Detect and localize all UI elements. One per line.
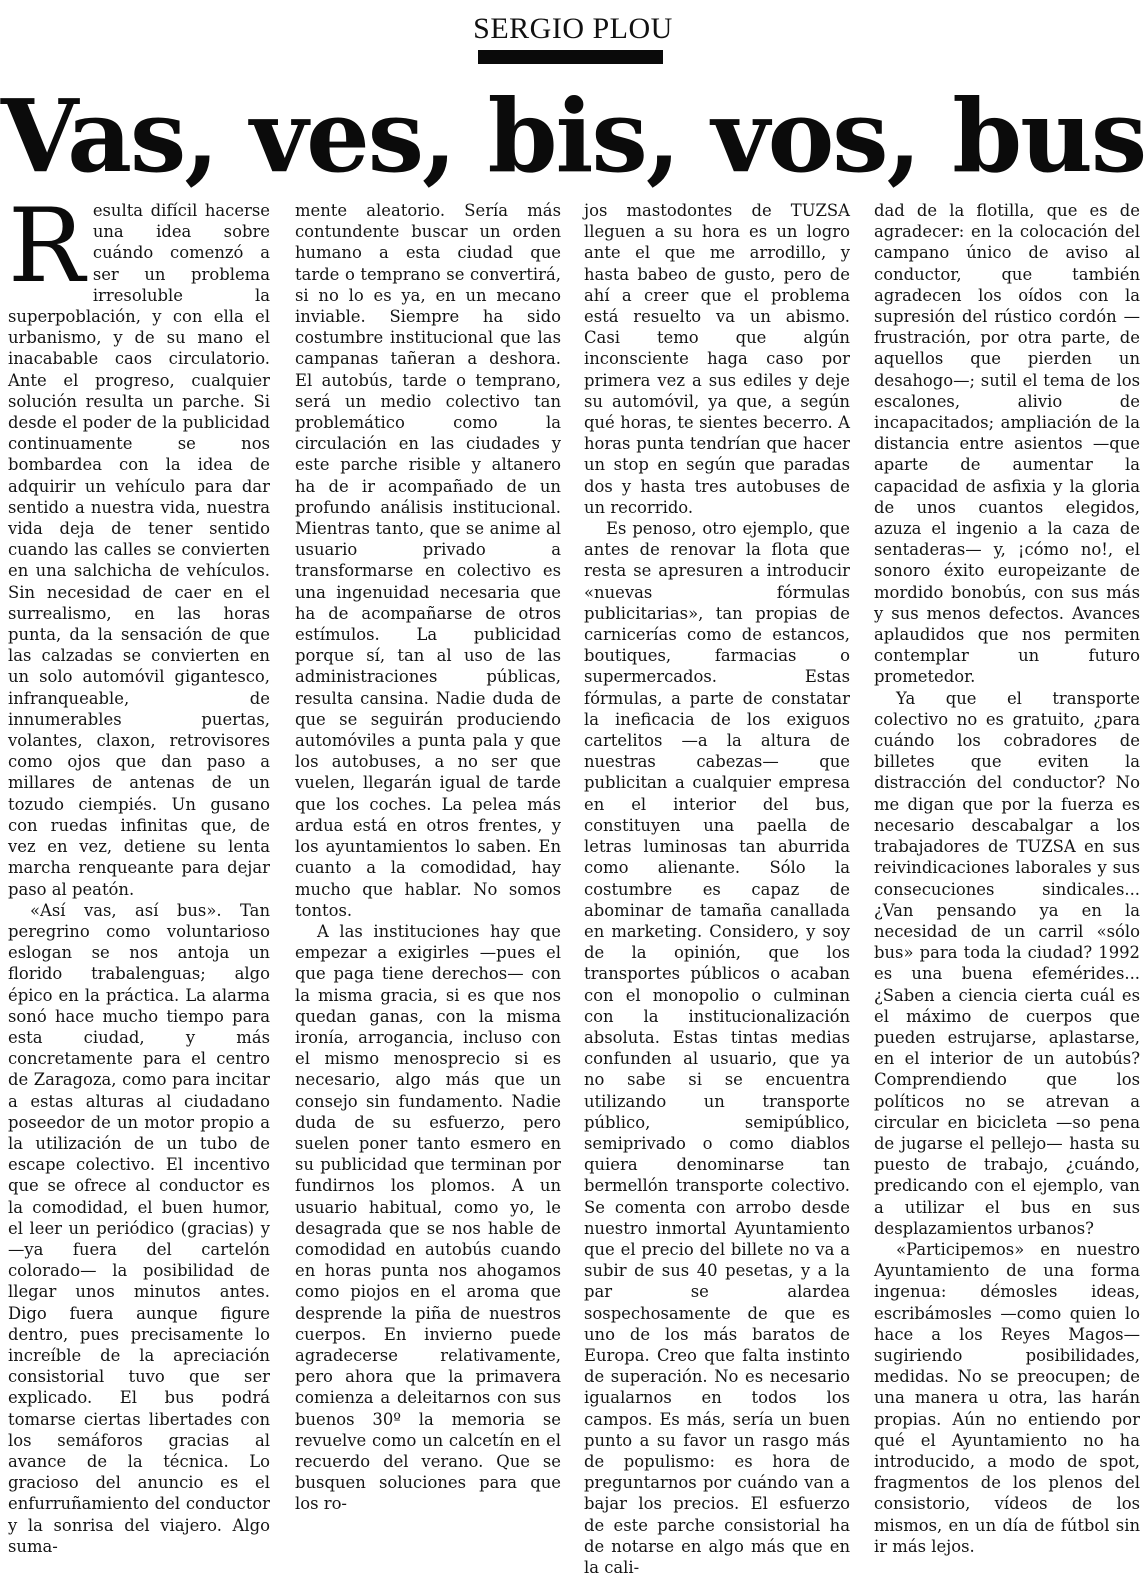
article-column-4 bbox=[874, 200, 1140, 1556]
byline-rule bbox=[478, 50, 663, 64]
paragraph: mente aleatorio. Sería más contundente buscar un orden humano a esta ciudad que tarde o temprano se convertirá, si no lo es ya, en un mecano inviable. Siempre ha sido costumbre institucional que las campanas tañeran a deshora. El autobús, tarde o temprano, será un medio colectivo tan problemático como la circulación en las ciudades y este parche risible y altanero ha de ir acompañado de un profundo análisis institucional. Mientras tanto, que se anime al usuario privado a transformarse en colectivo es una ingenuidad necesaria que ha de acompañarse de otros estímulos. La publicidad porque sí, tan al uso de las administraciones públicas, resulta cansina. Nadie duda de que se seguirán produciendo automóviles a punta pala y que los autobuses, a no ser que vuelen, llegarán igual de tarde que los coches. La pelea más ardua está en otros frentes, y los ayuntamientos lo saben. En cuanto a la comodidad, hay mucho que hablar. No somos tontos. bbox=[295, 201, 561, 920]
paragraph: «Así vas, así bus». Tan peregrino como voluntarioso eslogan se nos antoja un florido trabalenguas; algo épico en la práctica. La alarma sonó hace mucho tiempo para esta ciudad, y más concretamente para el centro de Zaragoza, como para incitar a estas alturas al ciudadano poseedor de un motor propio a la utilización de un tubo de escape colectivo. El incentivo que se ofrece al conductor es la comodidad, el buen humor, el leer un periódico (gracias) y —ya fuera del cartelón colorado— la posibilidad de llegar unos minutos antes. Digo fuera aunque figure dentro, pues precisamente lo increíble de la apreciación consistorial tuvo que ser explicado. El bus podrá tomarse ciertas libertades con los semáforos gracias al avance de la técnica. Lo gracioso del anuncio es el enfurruñamiento del conductor y la sonrisa del viajero. Algo suma- bbox=[8, 900, 270, 1556]
article-column-1 bbox=[8, 187, 270, 1556]
paragraph: jos mastodontes de TUZSA lleguen a su hora es un logro ante el que me arrodillo, y hasta babeo de gusto, pero de ahí a creer que el problema está resuelto va un abismo. Casi temo que algún inconsciente haga caso por primera vez a sus ediles y deje su automóvil, ya que, a según qué horas, te sientes becerro. A horas punta tendrían que hacer un stop en según que paradas dos y hasta tres autobuses de un recorrido. bbox=[584, 201, 850, 517]
drop-cap: R bbox=[8, 187, 85, 306]
article-column-2 bbox=[295, 200, 561, 1514]
paragraph: «Participemos» en nuestro Ayuntamiento de una forma ingenua: démosles ideas, escribámosles —como quien lo hace a los Reyes Magos— sugiriendo posibilidades, medidas. No se preocupen; de una manera u otra, las harán propias. Aún no entiendo por qué el Ayuntamiento no ha introducido, a modo de spot, fragmentos de los plenos del consistorio, vídeos de los mismos, en un día de fútbol sin ir más lejos. bbox=[874, 1239, 1140, 1556]
paragraph: Ya que el transporte colectivo no es gratuito, ¿para cuándo los cobradores de billetes que eviten la distracción del conductor? No me digan que por la fuerza es necesario descabalgar a los trabajadores de TUZSA en sus reivindicaciones laborales y sus consecuciones sindicales... ¿Van pensando ya en la necesidad de un carril «sólo bus» para toda la ciudad? 1992 es una buena efemérides... ¿Saben a ciencia cierta cuál es el máximo de cuerpos que pueden estrujarse, aplastarse, en el interior de un autobús? Comprendiendo que los políticos no se atrevan a circular en bicicleta —so pena de jugarse el pellejo— hasta su puesto de trabajo, ¿cuándo, predicando con el ejemplo, van a utilizar el bus en sus desplazamientos urbanos? bbox=[874, 688, 1140, 1238]
headline: Vas, ves, bis, vos, bus bbox=[0, 77, 1146, 195]
article-column-3 bbox=[584, 200, 850, 1577]
byline: SERGIO PLOU bbox=[473, 12, 673, 45]
paragraph: A las instituciones hay que empezar a exigirles —pues el que paga tiene derechos— con la misma gracia, si es que nos quedan ganas, con la misma ironía, arrogancia, incluso con el mismo menosprecio si es necesario, algo más que un consejo sin fundamento. Nadie duda de su esfuerzo, pero suelen poner tanto esmero en su publicidad que terminan por fundirnos los plomos. A un usuario habitual, como yo, le desagrada que se nos hable de comodidad en autobús cuando en horas punta nos ahogamos como piojos en el aroma que desprende la piña de nuestros cuerpos. En invierno puede agradecerse relativamente, pero ahora que la primavera comienza a deleitarnos con sus buenos 30º la memoria se revuelve como un calcetín en el recuerdo del verano. Que se busquen soluciones para que los ro- bbox=[295, 921, 561, 1514]
paragraph-text: esulta difícil hacerse una idea sobre cuándo comenzó a ser un problema irresoluble la superpoblación, y con ella el urbanismo, y de su mano el inacabable caos circulatorio. Ante el progreso, cualquier solución resulta un parche. Si desde el poder de la publicidad continuamente se nos bombardea con la idea de adquirir un vehículo para dar sentido a nuestra vida, nuestra vida deja de tener sentido cuando las calles se convierten en una salchicha de vehículos. Sin necesidad de caer en el surrealismo, en las horas punta, da la sensación de que las calzadas se convierten en un solo automóvil gigantesco, infranqueable, de innumerables puertas, volantes, claxon, retrovisores como ojos que dan paso a millares de antenas de un tozudo ciempiés. Un gusano con ruedas infinitas que, de vez en vez, detiene su lenta marcha renqueante para dejar paso al peatón. bbox=[8, 201, 270, 899]
paragraph: dad de la flotilla, que es de agradecer: en la colocación del campano único de aviso al conductor, que también agradecen los oídos con la supresión del rústico cordón —frustración, por otra parte, de aquellos que pierden un desahogo—; sutil el tema de los escalones, alivio de incapacitados; ampliación de la distancia entre asientos —que aparte de aumentar la capacidad de asfixia y la gloria de unos cuantos elegidos, azuza el ingenio a la caza de sentaderas— y, ¡cómo no!, el sonoro éxito europeizante de mordido bonobús, con sus más y sus menos defectos. Avances aplaudidos que nos permiten contemplar un futuro prometedor. bbox=[874, 201, 1140, 687]
paragraph bbox=[8, 187, 270, 900]
paragraph: Es penoso, otro ejemplo, que antes de renovar la flota que resta se apresuren a introducir «nuevas fórmulas publicitarias», tan propias de carnicerías como de estancos, boutiques, farmacias o supermercados. Estas fórmulas, a parte de constatar la ineficacia de los exiguos cartelitos —a la altura de nuestras cabezas— que publicitan a cualquier empresa en el interior del bus, constituyen una paella de letras luminosas tan aburrida como alienante. Sólo la costumbre es capaz de abominar de tamaña canallada en marketing. Considero, y soy de la opinión, que los transportes públicos o acaban con el monopolio o culminan con la institucionalización absoluta. Estas tintas medias confunden al usuario, que ya no sabe si se encuentra utilizando un transporte público, semipúblico, semiprivado o como diablos quiera denominarse tan bermellón transporte colectivo. Se comenta con arrobo desde nuestro inmortal Ayuntamiento que el precio del billete no va a subir de sus 40 pesetas, y a la par se alardea sospechosamente de que es uno de los más baratos de Europa. Creo que falta instinto de superación. No es necesario igualarnos en todos los campos. Es más, sería un buen punto a su favor un rasgo más de populismo: es hora de preguntarnos por cuándo van a bajar los precios. El esfuerzo de este parche consistorial ha de notarse en algo más que en la cali- bbox=[584, 519, 850, 1577]
